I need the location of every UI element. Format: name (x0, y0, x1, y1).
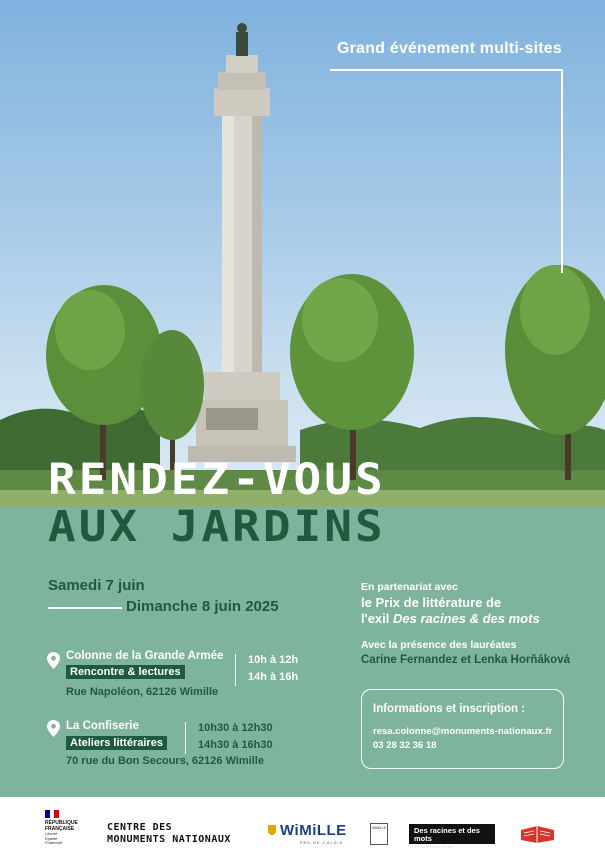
date-sunday: Dimanche 8 juin 2025 (126, 598, 279, 615)
book-icon (519, 824, 556, 844)
republique-francaise-logo (45, 810, 85, 846)
laureates-names: Carine Fernandez et Lenka Horňáková (361, 654, 570, 666)
cmn-line-2: MONUMENTS NATIONAUX (107, 834, 231, 845)
rf-motto (45, 832, 85, 846)
wimille-crest-icon (268, 825, 276, 835)
venue-2-divider (185, 722, 186, 754)
venue-2-name: La Confiserie (66, 720, 139, 732)
venue-2-activity: Ateliers littéraires (66, 736, 167, 750)
rf-motto-2: Égalité (45, 835, 58, 841)
venue-2-address: 70 rue du Bon Secours, 62126 Wimille (66, 755, 264, 767)
venue-1-name: Colonne de la Grande Armée (66, 650, 224, 662)
wimille-library-label: WIMILLE (372, 826, 387, 830)
title-line-2: AUX JARDINS (48, 501, 386, 551)
venue-2-time-afternoon: 14h30 à 16h30 (198, 739, 273, 751)
title-line-1: RENDEZ-VOUS (48, 454, 386, 504)
rf-motto-3: Fraternité (45, 840, 63, 845)
rf-line-1: RÉPUBLIQUE (45, 820, 78, 826)
prize-line-2-start: l'exil (361, 611, 393, 626)
cmn-logo (107, 822, 231, 846)
location-pin-icon (47, 720, 60, 737)
rf-line-2: FRANÇAISE (45, 826, 75, 832)
venue-2-time-morning: 10h30 à 12h30 (198, 722, 273, 734)
frame-line-vertical (561, 69, 563, 273)
wimille-logo: WiMiLLE (280, 822, 347, 839)
prize-line-2 (361, 611, 540, 627)
info-title: Informations et inscription : (373, 703, 526, 715)
venue-1-times (248, 652, 298, 686)
prize-line-1: le Prix de littérature de (361, 595, 502, 610)
racines-subtitle: Prix de littérature de l'exil (414, 845, 453, 849)
venue-1-address: Rue Napoléon, 62126 Wimille (66, 686, 219, 698)
rf-motto-1: Liberté (45, 831, 58, 836)
cmn-line-1: CENTRE DES (107, 822, 173, 833)
top-label: Grand événement multi-sites (336, 40, 562, 57)
racines-mots-logo (409, 824, 495, 849)
partner-intro: En partenariat avec (361, 581, 458, 593)
venue-1-divider (235, 654, 236, 686)
presence-label: Avec la présence des lauréates (361, 639, 517, 651)
info-email-link[interactable]: resa.colonne@monuments-nationaux.fr (373, 726, 553, 737)
venue-1-time-afternoon: 14h à 16h (248, 671, 299, 683)
racines-title: Des racines et des mots (414, 826, 480, 843)
date-saturday: Samedi 7 juin (48, 577, 145, 594)
location-pin-icon (47, 652, 60, 669)
partner-prize (361, 595, 540, 627)
venue-1-time-morning: 10h à 12h (248, 654, 299, 666)
prize-name: Des racines & des mots (393, 611, 540, 626)
french-flag-icon (45, 810, 59, 818)
wimille-sub: PAS-DE-CALAIS (300, 840, 344, 845)
venue-1-activity: Rencontre & lectures (66, 665, 185, 679)
frame-line-horizontal (330, 69, 563, 71)
info-phone[interactable]: 03 28 32 36 18 (373, 740, 437, 751)
date-divider (48, 607, 122, 609)
venue-2-times (198, 720, 273, 754)
